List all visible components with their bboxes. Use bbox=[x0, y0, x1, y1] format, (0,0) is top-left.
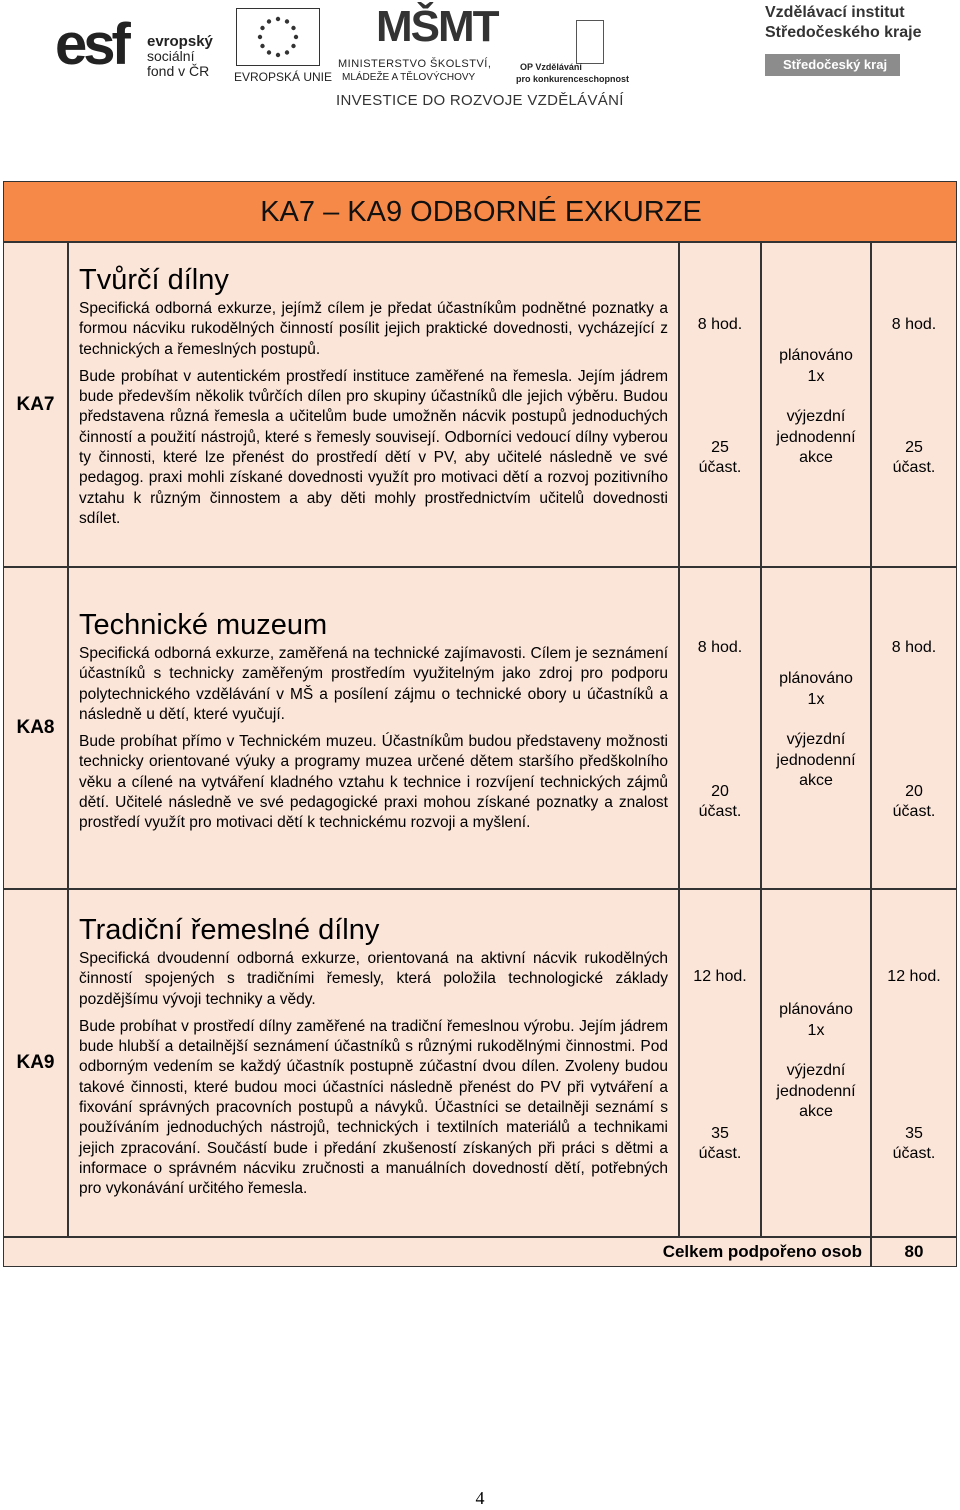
times: 1x bbox=[807, 1021, 825, 1039]
logo-band bbox=[0, 0, 960, 120]
table-header bbox=[3, 181, 957, 242]
participants-number: 35 bbox=[905, 1124, 923, 1142]
row-hours-ka8 bbox=[679, 567, 761, 889]
esf-line1: evropský bbox=[147, 33, 213, 50]
msmt-mark: MŠMT bbox=[376, 2, 498, 51]
msmt-line2: MLÁDEŽE A TĚLOVÝCHOVY bbox=[342, 72, 476, 83]
op-line1: OP Vzdělávání bbox=[520, 62, 582, 72]
region-badge: Středočeský kraj bbox=[765, 54, 900, 76]
page-number: 4 bbox=[475, 1488, 485, 1508]
institute-line2: Středočeského kraje bbox=[765, 24, 922, 41]
hours: 8 hod. bbox=[697, 316, 743, 333]
type-line2: jednodenní bbox=[776, 1082, 856, 1100]
participants-unit: účast. bbox=[892, 459, 936, 476]
row-body-ka8 bbox=[68, 567, 679, 889]
hours: 8 hod. bbox=[891, 316, 937, 333]
row-paragraph: Bude probíhat přímo v Technickém muzeu. Účastníkům budou představeny možnosti technicky orientované výuky a programy muzea určené dětem staršího předškolního věku a cílené na vytváření kladného vztahu k technice i rozvíjení technických zájmů dětí. Učitelé následně ve své pedagogické praxi mohou získané poznatky a znalost prostředí využít pro motivaci dětí k technickému rozvoji a myšlení. bbox=[79, 733, 668, 832]
participants-number: 35 bbox=[711, 1124, 729, 1142]
msmt-line1: MINISTERSTVO ŠKOLSTVÍ, bbox=[338, 58, 492, 70]
row-body-ka9 bbox=[68, 889, 679, 1237]
participants-number: 25 bbox=[905, 438, 923, 456]
row-hours2-ka7 bbox=[871, 242, 957, 567]
type-line1: výjezdní bbox=[786, 1062, 846, 1079]
participants-number: 20 bbox=[711, 782, 729, 800]
row-hours2-ka9 bbox=[871, 889, 957, 1237]
times: 1x bbox=[807, 690, 825, 708]
participants-number: 25 bbox=[711, 438, 729, 456]
esf-line2: sociální bbox=[147, 48, 195, 64]
eu-caption: EVROPSKÁ UNIE bbox=[233, 70, 333, 84]
row-hours-ka9 bbox=[679, 889, 761, 1237]
row-title: Tvůrčí dílny bbox=[79, 264, 229, 296]
type-line3: akce bbox=[799, 449, 833, 466]
row-paragraph: Specifická dvoudenní odborná exkurze, orientovaná na aktivní nácvik rukodělných činností spojených s tradičními řemesly, která položila technologické základy pozdějšímu vývoji techniky a vědy. bbox=[79, 950, 668, 1008]
row-code-ka7: KA7 bbox=[3, 242, 68, 567]
type-line1: výjezdní bbox=[786, 731, 846, 748]
row-plan-ka9 bbox=[761, 889, 871, 1237]
op-logo bbox=[514, 20, 629, 84]
row-code-ka9: KA9 bbox=[3, 889, 68, 1237]
eu-flag-icon bbox=[236, 8, 320, 66]
row-code-ka8: KA8 bbox=[3, 567, 68, 889]
row-paragraph: Specifická odborná exkurze, zaměřená na technické zajímavosti. Cílem je seznámení účastníků s technicky zaměřeným prostředím využitelným jako zdroj pro podporu polytechnického vzdělávání v MŠ a posílení zájmu o technické obory u účastníků a následně u dětí, které vyučují. bbox=[79, 645, 668, 723]
total-label: Celkem podpořeno osob bbox=[3, 1237, 871, 1267]
hours: 12 hod. bbox=[693, 968, 747, 985]
institute-line1: Vzdělávací institut bbox=[765, 4, 905, 21]
row-title: Tradiční řemeslné dílny bbox=[79, 914, 380, 946]
msmt-logo bbox=[336, 2, 516, 86]
total-value: 80 bbox=[871, 1237, 957, 1267]
hours: 8 hod. bbox=[891, 639, 937, 656]
row-paragraph: Bude probíhat v prostředí dílny zaměřené na tradiční řemeslnou výrobu. Jejím jádrem bude hlubší a detailnější seznámení účastníků s různými rukodělnými činnostmi. Pod odborným vedením se každý účastník postupně zúčastní dvou dílen. Zvoleny budou takové činnosti, které budou moci účastníci následně přenést do PV při vytváření a fixování správných pracovních postupů a návyků. Účastníci se detailněji seznámí s používáním jednoduchých nástrojů, technických i textilních materiálů a technikami jejich zpracování. Součástí bude i předání zkušeností získaných při práci s dětmi a informace o správném nácviku zručnosti a manuálních dovedností dětí, potřebných pro vykonávání určitého řemesla. bbox=[79, 1017, 668, 1198]
hours: 8 hod. bbox=[697, 639, 743, 656]
planned: plánováno bbox=[779, 1001, 853, 1018]
row-plan-ka8 bbox=[761, 567, 871, 889]
participants-unit: účast. bbox=[892, 1145, 936, 1162]
planned: plánováno bbox=[779, 670, 853, 687]
row-hours2-ka8 bbox=[871, 567, 957, 889]
eu-logo bbox=[228, 8, 333, 84]
table-title: KA7 – KA9 ODBORNÉ EXKURZE bbox=[260, 196, 702, 228]
participants-unit: účast. bbox=[698, 803, 742, 820]
esf-mark: esf bbox=[55, 12, 127, 77]
type-line2: jednodenní bbox=[776, 751, 856, 769]
participants-unit: účast. bbox=[698, 1145, 742, 1162]
row-paragraph: Specifická odborná exkurze, jejímž cílem je předat účastníkům podnětné poznatky a formou nácviku rukodělných činností posílit jejich praktické dovednosti, vycházející z technických a řemeslných postupů. bbox=[79, 300, 668, 358]
esf-line3: fond v ČR bbox=[147, 63, 210, 79]
row-hours-ka7 bbox=[679, 242, 761, 567]
row-plan-ka7 bbox=[761, 242, 871, 567]
tagline: INVESTICE DO ROZVOJE VZDĚLÁVÁNÍ bbox=[336, 92, 624, 109]
hours: 12 hod. bbox=[887, 968, 941, 985]
type-line3: akce bbox=[799, 772, 833, 789]
times: 1x bbox=[807, 367, 825, 385]
planned: plánováno bbox=[779, 347, 853, 364]
excursions-table bbox=[3, 181, 957, 1267]
participants-unit: účast. bbox=[698, 459, 742, 476]
row-paragraph: Bude probíhat v autentickém prostředí instituce zaměřené na řemesla. Jejím jádrem bude především několik tvůrčích dílen pro skupiny účastníků dle jejich výběru. Budou představena různá řemesla a učitelům bude umožněn nácvik postupů jednoduchých činností a použití nástrojů, které s řemesly souvisejí. Odborníci vedoucí dílny vyberou ty činnosti, které lze přenést do prostředí dětí v PV, aby učitelé následně ve své pedagog. praxi mohli získané dovednosti využít pro motivaci dětí a rozvoj pozitivního vztahu k různým činnostem a aby děti mohly prostřednictvím učitelů dovednosti sdílet. bbox=[79, 367, 668, 527]
op-emblem-icon bbox=[576, 20, 604, 64]
participants-unit: účast. bbox=[892, 803, 936, 820]
row-title: Technické muzeum bbox=[79, 609, 328, 641]
op-line2: pro konkurenceschopnost bbox=[516, 74, 630, 84]
type-line2: jednodenní bbox=[776, 428, 856, 446]
institute-logo bbox=[765, 4, 955, 84]
type-line3: akce bbox=[799, 1103, 833, 1120]
row-body-ka7 bbox=[68, 242, 679, 567]
esf-logo bbox=[55, 10, 225, 82]
participants-number: 20 bbox=[905, 782, 923, 800]
type-line1: výjezdní bbox=[786, 408, 846, 425]
